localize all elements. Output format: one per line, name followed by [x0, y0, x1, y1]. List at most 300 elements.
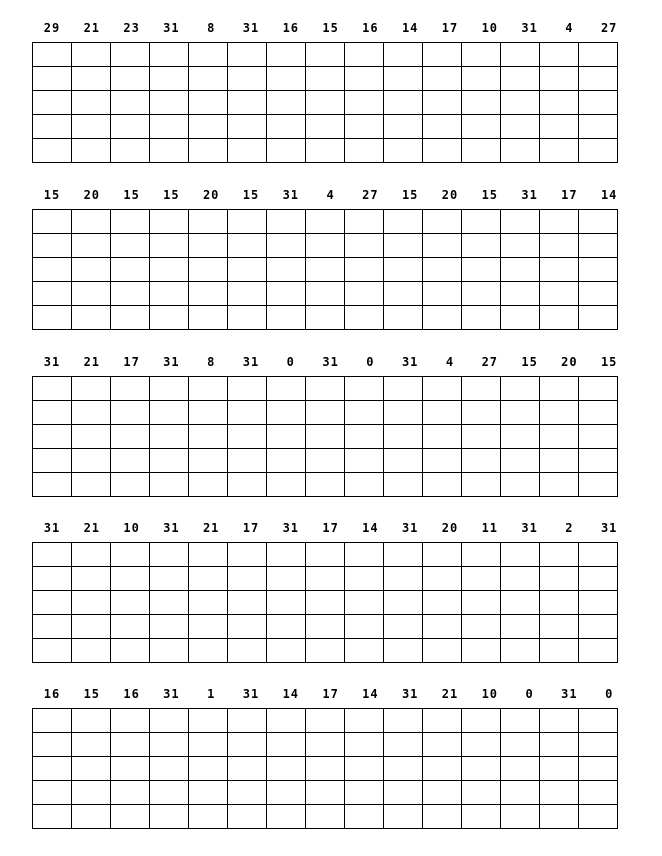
grid-cell[interactable] [579, 733, 618, 757]
grid-cell[interactable] [345, 282, 384, 306]
grid-cell[interactable] [462, 805, 501, 829]
grid-cell[interactable] [501, 757, 540, 781]
grid-cell[interactable] [462, 210, 501, 234]
grid-cell[interactable] [150, 805, 189, 829]
grid-cell[interactable] [501, 401, 540, 425]
grid-cell[interactable] [384, 543, 423, 567]
grid-cell[interactable] [501, 67, 540, 91]
grid-cell[interactable] [423, 377, 462, 401]
grid-cell[interactable] [150, 234, 189, 258]
grid-cell[interactable] [72, 733, 111, 757]
grid-cell[interactable] [423, 805, 462, 829]
grid-cell[interactable] [111, 258, 150, 282]
grid-cell[interactable] [306, 709, 345, 733]
grid-cell[interactable] [501, 91, 540, 115]
grid-cell[interactable] [345, 781, 384, 805]
grid-cell[interactable] [384, 115, 423, 139]
grid-cell[interactable] [423, 306, 462, 330]
grid-cell[interactable] [579, 43, 618, 67]
grid-cell[interactable] [150, 733, 189, 757]
grid-cell[interactable] [345, 709, 384, 733]
grid-cell[interactable] [228, 91, 267, 115]
grid-cell[interactable] [189, 234, 228, 258]
grid-cell[interactable] [150, 282, 189, 306]
grid-cell[interactable] [33, 282, 72, 306]
grid-cell[interactable] [306, 91, 345, 115]
grid-cell[interactable] [72, 639, 111, 663]
grid-cell[interactable] [579, 639, 618, 663]
grid-cell[interactable] [306, 781, 345, 805]
grid-cell[interactable] [150, 115, 189, 139]
grid-cell[interactable] [501, 543, 540, 567]
grid-cell[interactable] [345, 639, 384, 663]
grid-cell[interactable] [33, 757, 72, 781]
grid-cell[interactable] [423, 781, 462, 805]
grid-cell[interactable] [540, 709, 579, 733]
grid-cell[interactable] [345, 591, 384, 615]
grid-cell[interactable] [33, 615, 72, 639]
grid-cell[interactable] [150, 306, 189, 330]
grid-cell[interactable] [72, 615, 111, 639]
grid-cell[interactable] [306, 115, 345, 139]
grid-cell[interactable] [345, 43, 384, 67]
grid-cell[interactable] [267, 67, 306, 91]
grid-cell[interactable] [228, 210, 267, 234]
grid-cell[interactable] [33, 401, 72, 425]
grid-cell[interactable] [228, 425, 267, 449]
grid-cell[interactable] [33, 377, 72, 401]
grid-cell[interactable] [150, 757, 189, 781]
grid-cell[interactable] [267, 757, 306, 781]
grid-cell[interactable] [189, 306, 228, 330]
grid-cell[interactable] [579, 709, 618, 733]
grid-cell[interactable] [540, 377, 579, 401]
grid-cell[interactable] [72, 757, 111, 781]
grid-cell[interactable] [462, 234, 501, 258]
grid-cell[interactable] [501, 805, 540, 829]
grid-cell[interactable] [384, 139, 423, 163]
grid-cell[interactable] [267, 567, 306, 591]
grid-cell[interactable] [267, 377, 306, 401]
grid-cell[interactable] [111, 91, 150, 115]
grid-cell[interactable] [540, 757, 579, 781]
grid-cell[interactable] [189, 709, 228, 733]
grid-cell[interactable] [384, 733, 423, 757]
grid-cell[interactable] [267, 306, 306, 330]
grid-cell[interactable] [267, 449, 306, 473]
grid-cell[interactable] [462, 306, 501, 330]
grid-cell[interactable] [579, 401, 618, 425]
grid-cell[interactable] [423, 139, 462, 163]
grid-cell[interactable] [345, 67, 384, 91]
grid-cell[interactable] [579, 282, 618, 306]
grid-cell[interactable] [345, 210, 384, 234]
grid-cell[interactable] [150, 567, 189, 591]
grid-cell[interactable] [540, 91, 579, 115]
grid-cell[interactable] [267, 425, 306, 449]
grid-cell[interactable] [150, 709, 189, 733]
grid-cell[interactable] [306, 282, 345, 306]
grid-cell[interactable] [111, 639, 150, 663]
grid-cell[interactable] [189, 591, 228, 615]
grid-cell[interactable] [111, 757, 150, 781]
grid-cell[interactable] [384, 43, 423, 67]
grid-cell[interactable] [228, 591, 267, 615]
grid-cell[interactable] [72, 67, 111, 91]
grid-cell[interactable] [579, 234, 618, 258]
grid-cell[interactable] [306, 425, 345, 449]
grid-cell[interactable] [267, 781, 306, 805]
grid-cell[interactable] [33, 67, 72, 91]
grid-cell[interactable] [501, 258, 540, 282]
grid-cell[interactable] [384, 234, 423, 258]
grid-cell[interactable] [540, 139, 579, 163]
grid-cell[interactable] [111, 210, 150, 234]
grid-cell[interactable] [33, 567, 72, 591]
grid-cell[interactable] [189, 377, 228, 401]
grid-cell[interactable] [579, 91, 618, 115]
grid-cell[interactable] [72, 449, 111, 473]
grid-cell[interactable] [72, 210, 111, 234]
grid-cell[interactable] [111, 115, 150, 139]
grid-cell[interactable] [267, 639, 306, 663]
grid-cell[interactable] [306, 139, 345, 163]
grid-cell[interactable] [267, 591, 306, 615]
grid-cell[interactable] [462, 43, 501, 67]
grid-cell[interactable] [72, 91, 111, 115]
grid-cell[interactable] [189, 733, 228, 757]
grid-cell[interactable] [228, 543, 267, 567]
grid-cell[interactable] [33, 425, 72, 449]
grid-cell[interactable] [33, 709, 72, 733]
grid-cell[interactable] [579, 805, 618, 829]
grid-cell[interactable] [345, 139, 384, 163]
grid-cell[interactable] [228, 615, 267, 639]
grid-cell[interactable] [423, 234, 462, 258]
grid-cell[interactable] [33, 139, 72, 163]
grid-cell[interactable] [150, 781, 189, 805]
grid-cell[interactable] [150, 401, 189, 425]
grid-cell[interactable] [189, 401, 228, 425]
grid-cell[interactable] [267, 805, 306, 829]
grid-cell[interactable] [423, 615, 462, 639]
grid-cell[interactable] [540, 306, 579, 330]
grid-cell[interactable] [423, 258, 462, 282]
grid-cell[interactable] [228, 43, 267, 67]
grid-cell[interactable] [540, 473, 579, 497]
grid-cell[interactable] [579, 449, 618, 473]
grid-cell[interactable] [345, 377, 384, 401]
grid-cell[interactable] [540, 258, 579, 282]
grid-cell[interactable] [111, 449, 150, 473]
grid-cell[interactable] [462, 377, 501, 401]
grid-cell[interactable] [150, 591, 189, 615]
grid-cell[interactable] [33, 210, 72, 234]
grid-cell[interactable] [228, 401, 267, 425]
grid-cell[interactable] [267, 615, 306, 639]
grid-cell[interactable] [189, 567, 228, 591]
grid-cell[interactable] [72, 282, 111, 306]
grid-cell[interactable] [540, 591, 579, 615]
grid-cell[interactable] [423, 591, 462, 615]
grid-cell[interactable] [384, 91, 423, 115]
grid-cell[interactable] [345, 473, 384, 497]
grid-cell[interactable] [501, 615, 540, 639]
grid-cell[interactable] [345, 91, 384, 115]
grid-cell[interactable] [72, 258, 111, 282]
grid-cell[interactable] [540, 449, 579, 473]
grid-cell[interactable] [462, 425, 501, 449]
grid-cell[interactable] [345, 615, 384, 639]
grid-cell[interactable] [228, 567, 267, 591]
grid-cell[interactable] [579, 591, 618, 615]
grid-cell[interactable] [579, 67, 618, 91]
grid-cell[interactable] [228, 377, 267, 401]
grid-cell[interactable] [501, 781, 540, 805]
grid-cell[interactable] [462, 91, 501, 115]
grid-cell[interactable] [540, 639, 579, 663]
grid-cell[interactable] [579, 567, 618, 591]
grid-cell[interactable] [306, 377, 345, 401]
grid-cell[interactable] [423, 709, 462, 733]
grid-cell[interactable] [579, 615, 618, 639]
grid-cell[interactable] [462, 449, 501, 473]
grid-cell[interactable] [111, 781, 150, 805]
grid-cell[interactable] [111, 43, 150, 67]
grid-cell[interactable] [579, 543, 618, 567]
grid-cell[interactable] [501, 733, 540, 757]
grid-cell[interactable] [33, 805, 72, 829]
grid-cell[interactable] [501, 377, 540, 401]
grid-cell[interactable] [111, 805, 150, 829]
grid-cell[interactable] [306, 210, 345, 234]
grid-cell[interactable] [462, 639, 501, 663]
grid-cell[interactable] [540, 401, 579, 425]
grid-cell[interactable] [501, 473, 540, 497]
grid-cell[interactable] [501, 139, 540, 163]
grid-cell[interactable] [72, 473, 111, 497]
grid-cell[interactable] [150, 473, 189, 497]
grid-cell[interactable] [150, 425, 189, 449]
grid-cell[interactable] [267, 543, 306, 567]
grid-cell[interactable] [228, 781, 267, 805]
grid-cell[interactable] [306, 234, 345, 258]
grid-cell[interactable] [189, 115, 228, 139]
grid-cell[interactable] [228, 234, 267, 258]
grid-cell[interactable] [228, 282, 267, 306]
grid-cell[interactable] [267, 473, 306, 497]
grid-cell[interactable] [72, 115, 111, 139]
grid-cell[interactable] [345, 401, 384, 425]
grid-cell[interactable] [501, 709, 540, 733]
grid-cell[interactable] [189, 805, 228, 829]
grid-cell[interactable] [462, 139, 501, 163]
grid-cell[interactable] [423, 567, 462, 591]
grid-cell[interactable] [189, 781, 228, 805]
grid-cell[interactable] [72, 709, 111, 733]
grid-cell[interactable] [384, 473, 423, 497]
grid-cell[interactable] [306, 43, 345, 67]
grid-cell[interactable] [189, 258, 228, 282]
grid-cell[interactable] [267, 91, 306, 115]
grid-cell[interactable] [33, 639, 72, 663]
grid-cell[interactable] [228, 473, 267, 497]
grid-cell[interactable] [384, 805, 423, 829]
grid-cell[interactable] [111, 139, 150, 163]
grid-cell[interactable] [33, 473, 72, 497]
grid-cell[interactable] [579, 258, 618, 282]
grid-cell[interactable] [384, 425, 423, 449]
grid-cell[interactable] [384, 306, 423, 330]
grid-cell[interactable] [306, 306, 345, 330]
grid-cell[interactable] [189, 639, 228, 663]
grid-cell[interactable] [423, 473, 462, 497]
grid-cell[interactable] [462, 709, 501, 733]
grid-cell[interactable] [306, 567, 345, 591]
grid-cell[interactable] [111, 306, 150, 330]
grid-cell[interactable] [306, 401, 345, 425]
grid-cell[interactable] [150, 43, 189, 67]
grid-cell[interactable] [111, 401, 150, 425]
grid-cell[interactable] [423, 543, 462, 567]
grid-cell[interactable] [579, 377, 618, 401]
grid-cell[interactable] [501, 234, 540, 258]
grid-cell[interactable] [540, 567, 579, 591]
grid-cell[interactable] [306, 591, 345, 615]
grid-cell[interactable] [579, 757, 618, 781]
grid-cell[interactable] [501, 282, 540, 306]
grid-cell[interactable] [345, 449, 384, 473]
grid-cell[interactable] [228, 709, 267, 733]
grid-cell[interactable] [72, 543, 111, 567]
grid-cell[interactable] [33, 543, 72, 567]
grid-cell[interactable] [540, 733, 579, 757]
grid-cell[interactable] [150, 449, 189, 473]
grid-cell[interactable] [33, 781, 72, 805]
grid-cell[interactable] [267, 139, 306, 163]
grid-cell[interactable] [189, 473, 228, 497]
grid-cell[interactable] [306, 543, 345, 567]
grid-cell[interactable] [501, 567, 540, 591]
grid-cell[interactable] [579, 115, 618, 139]
grid-cell[interactable] [423, 282, 462, 306]
grid-cell[interactable] [462, 67, 501, 91]
grid-cell[interactable] [579, 781, 618, 805]
grid-cell[interactable] [345, 115, 384, 139]
grid-cell[interactable] [501, 449, 540, 473]
grid-cell[interactable] [72, 591, 111, 615]
grid-cell[interactable] [267, 115, 306, 139]
grid-cell[interactable] [111, 282, 150, 306]
grid-cell[interactable] [228, 805, 267, 829]
grid-cell[interactable] [33, 234, 72, 258]
grid-cell[interactable] [540, 282, 579, 306]
grid-cell[interactable] [423, 115, 462, 139]
grid-cell[interactable] [462, 567, 501, 591]
grid-cell[interactable] [150, 639, 189, 663]
grid-cell[interactable] [72, 567, 111, 591]
grid-cell[interactable] [462, 591, 501, 615]
grid-cell[interactable] [540, 615, 579, 639]
grid-cell[interactable] [228, 306, 267, 330]
grid-cell[interactable] [189, 425, 228, 449]
grid-cell[interactable] [228, 449, 267, 473]
grid-cell[interactable] [306, 615, 345, 639]
grid-cell[interactable] [267, 234, 306, 258]
grid-cell[interactable] [72, 377, 111, 401]
grid-cell[interactable] [501, 639, 540, 663]
grid-cell[interactable] [579, 210, 618, 234]
grid-cell[interactable] [189, 43, 228, 67]
grid-cell[interactable] [189, 615, 228, 639]
grid-cell[interactable] [111, 67, 150, 91]
grid-cell[interactable] [423, 425, 462, 449]
grid-cell[interactable] [462, 543, 501, 567]
grid-cell[interactable] [111, 234, 150, 258]
grid-cell[interactable] [306, 733, 345, 757]
grid-cell[interactable] [345, 733, 384, 757]
grid-cell[interactable] [501, 306, 540, 330]
grid-cell[interactable] [384, 615, 423, 639]
grid-cell[interactable] [111, 709, 150, 733]
grid-cell[interactable] [306, 258, 345, 282]
grid-cell[interactable] [579, 306, 618, 330]
grid-cell[interactable] [462, 258, 501, 282]
grid-cell[interactable] [501, 425, 540, 449]
grid-cell[interactable] [423, 639, 462, 663]
grid-cell[interactable] [345, 757, 384, 781]
grid-cell[interactable] [228, 115, 267, 139]
grid-cell[interactable] [423, 449, 462, 473]
grid-cell[interactable] [267, 733, 306, 757]
grid-cell[interactable] [345, 234, 384, 258]
grid-cell[interactable] [384, 449, 423, 473]
grid-cell[interactable] [384, 757, 423, 781]
grid-cell[interactable] [423, 757, 462, 781]
grid-cell[interactable] [540, 210, 579, 234]
grid-cell[interactable] [384, 401, 423, 425]
grid-cell[interactable] [111, 567, 150, 591]
grid-cell[interactable] [72, 306, 111, 330]
grid-cell[interactable] [423, 91, 462, 115]
grid-cell[interactable] [150, 615, 189, 639]
grid-cell[interactable] [267, 210, 306, 234]
grid-cell[interactable] [462, 401, 501, 425]
grid-cell[interactable] [540, 425, 579, 449]
grid-cell[interactable] [462, 615, 501, 639]
grid-cell[interactable] [462, 733, 501, 757]
grid-cell[interactable] [72, 43, 111, 67]
grid-cell[interactable] [33, 115, 72, 139]
grid-cell[interactable] [384, 67, 423, 91]
grid-cell[interactable] [72, 139, 111, 163]
grid-cell[interactable] [189, 757, 228, 781]
grid-cell[interactable] [462, 473, 501, 497]
grid-cell[interactable] [345, 425, 384, 449]
grid-cell[interactable] [189, 67, 228, 91]
grid-cell[interactable] [579, 473, 618, 497]
grid-cell[interactable] [228, 757, 267, 781]
grid-cell[interactable] [150, 377, 189, 401]
grid-cell[interactable] [150, 543, 189, 567]
grid-cell[interactable] [306, 473, 345, 497]
grid-cell[interactable] [111, 543, 150, 567]
grid-cell[interactable] [384, 709, 423, 733]
grid-cell[interactable] [423, 733, 462, 757]
grid-cell[interactable] [306, 757, 345, 781]
grid-cell[interactable] [33, 43, 72, 67]
grid-cell[interactable] [111, 425, 150, 449]
